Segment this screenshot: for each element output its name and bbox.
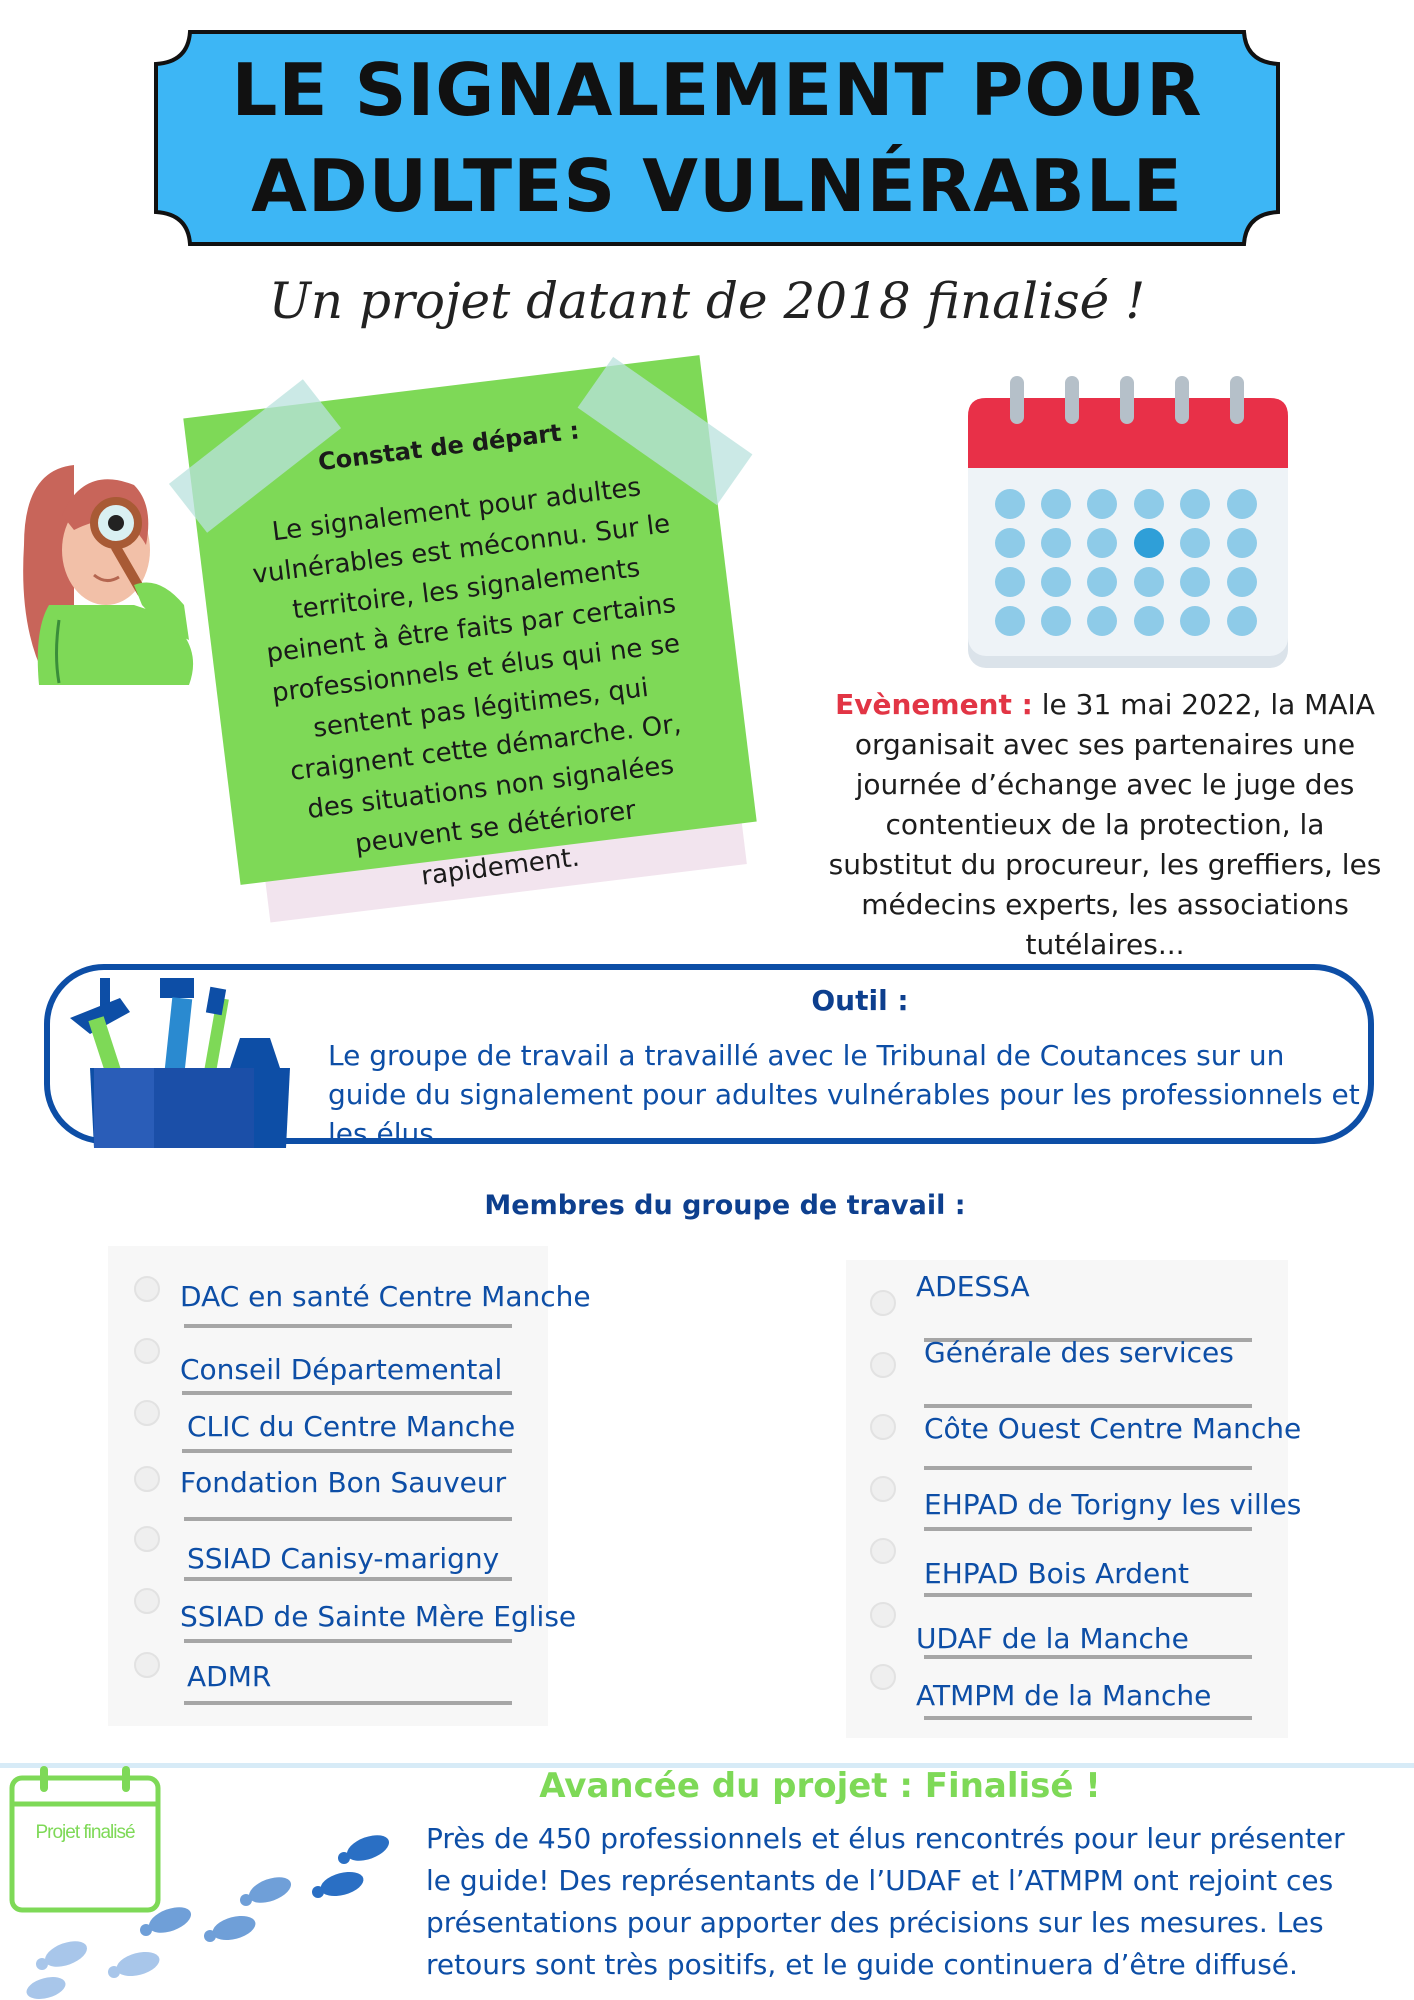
list-item: SSIAD Canisy-marigny [187,1542,500,1575]
list-item: Conseil Départemental [180,1353,503,1386]
list-bullet [870,1476,896,1502]
list-item: SSIAD de Sainte Mère Eglise [180,1600,577,1633]
list-item: Générale des services [924,1336,1234,1369]
progress-title: Avancée du projet : Finalisé ! [539,1766,1101,1806]
constat-note [210,385,750,905]
subtitle: Un projet datant de 2018 finalisé ! [268,272,1146,330]
calendar-icon [968,376,1288,676]
list-item: Fondation Bon Sauveur [180,1466,507,1499]
list-item: ATMPM de la Manche [916,1679,1212,1712]
list-bullet [870,1538,896,1564]
event-text: le 31 mai 2022, la MAIA organisait avec ses partenaires une journée d’échange avec le juge des contentieux de la protection, la substitut du procureur, les greffiers, les médecins experts, les associations tutélaires... [828,688,1382,961]
list-bullet [134,1400,160,1426]
page-title-line-1: LE SIGNALEMENT POUR [231,48,1203,132]
event-paragraph [820,685,1390,965]
title-banner [150,26,1284,250]
list-bullet [134,1588,160,1614]
list-bullet [134,1466,160,1492]
project-badge: Projet finalisé [35,1822,135,1843]
list-bullet [134,1652,160,1678]
toolbox-icon [60,978,290,1148]
event-label: Evènement : [835,688,1033,721]
list-item: EHPAD Bois Ardent [924,1557,1189,1590]
list-bullet [870,1352,896,1378]
members-title: Membres du groupe de travail : [484,1190,966,1221]
list-bullet [870,1290,896,1316]
progress-description: Près de 450 professionnels et élus rencontrés pour leur présenter le guide! Des représentants de l’UDAF et l’ATMPM ont rejoint ces présentations pour apporter des précisions sur les mesures. Les retours sont très positifs, et le guide continuera d’être diffusé. [426,1822,1345,1981]
list-item: UDAF de la Manche [916,1622,1189,1655]
list-item: Côte Ouest Centre Manche [924,1412,1302,1445]
constat-title: Constat de départ : [316,416,581,477]
tool-description: Le groupe de travail a travaillé avec le Tribunal de Coutances sur un guide du signalement pour adultes vulnérables pour les professionnels et les élus. [328,1039,1360,1150]
list-item: EHPAD de Torigny les villes [924,1488,1302,1521]
list-item: DAC en santé Centre Manche [180,1280,591,1313]
list-bullet [870,1664,896,1690]
list-item: ADESSA [916,1270,1030,1303]
tool-title: Outil : [811,984,909,1017]
list-item: CLIC du Centre Manche [187,1410,516,1443]
footprints-icon [20,1830,420,2000]
list-bullet [134,1526,160,1552]
list-bullet [870,1602,896,1628]
constat-body: Le signalement pour adultes vulnérables est méconnu. Sur le territoire, les signalements peinent à être faits par certains professionnels et élus qui ne se sentent pas légitimes, qui craignent cette démarche. Or, des situations non signalées peuvent se détériorer rapidement. [250,472,683,892]
list-bullet [870,1414,896,1440]
list-bullet [134,1338,160,1364]
page-title-line-2: ADULTES VULNÉRABLE [251,144,1183,228]
list-item: ADMR [187,1660,272,1693]
list-bullet [134,1276,160,1302]
